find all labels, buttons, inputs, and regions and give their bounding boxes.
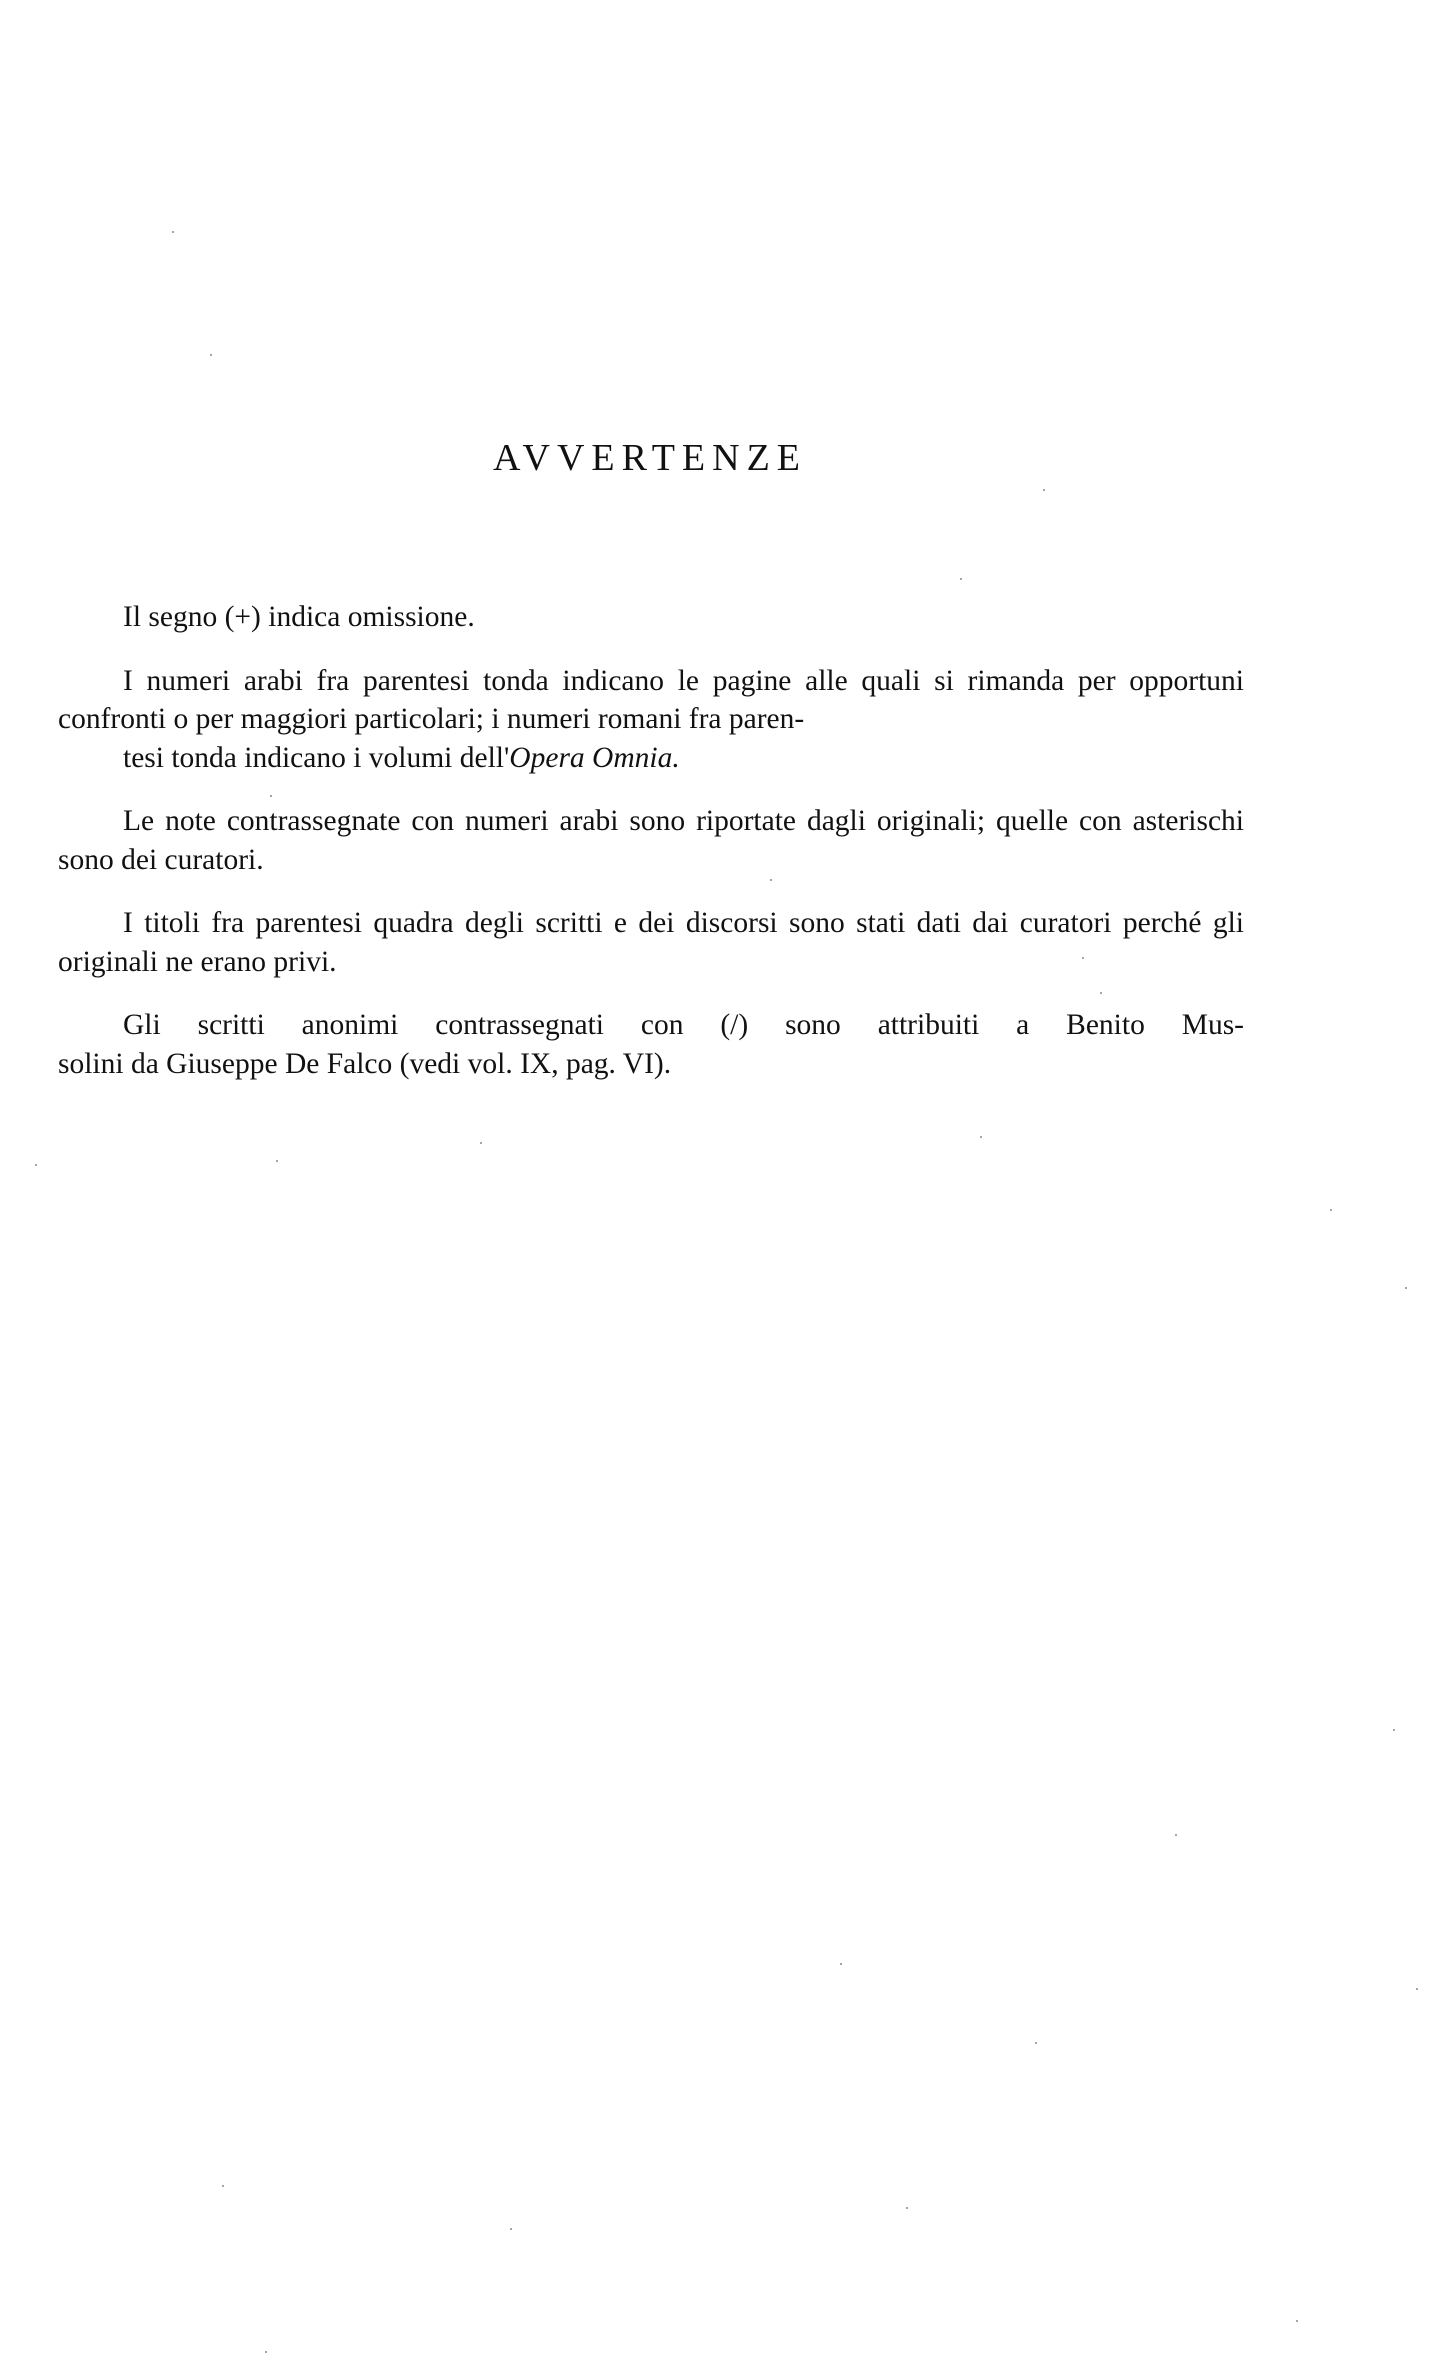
scan-speck <box>1043 489 1045 491</box>
paragraph-notes-text: Le note contrassegnate con numeri arabi sono riportate dagli originali; quelle con asterischi sono dei curatori. <box>58 805 1244 876</box>
scan-speck <box>270 795 272 797</box>
paragraph-arabic-numerals-text: I numeri arabi fra parentesi tonda indicano le pagine alle quali si rimanda per opportuni confronti o per maggiori particolari; i numeri romani fra paren- <box>58 664 1244 735</box>
scan-speck <box>770 879 772 881</box>
paragraph-anonymous <box>58 1006 1244 1083</box>
scan-speck <box>980 1136 982 1138</box>
scan-speck <box>1035 2042 1037 2044</box>
scan-speck <box>1393 1729 1395 1731</box>
scan-speck <box>35 1164 37 1166</box>
scan-speck <box>840 1963 842 1965</box>
paragraph-anonymous-line-2: solini da Giuseppe De Falco (vedi vol. IX, pag. VI). <box>58 1047 672 1080</box>
scan-speck <box>1082 957 1084 959</box>
scan-speck <box>1175 1834 1177 1836</box>
paragraph-omission <box>58 598 1244 637</box>
scan-speck <box>1100 992 1102 994</box>
scan-speck <box>265 2351 267 2353</box>
scan-speck <box>906 2207 908 2209</box>
paragraph-arabic-numerals-text-2: tesi tonda indicano i volumi dell' <box>123 741 510 774</box>
paragraph-notes <box>58 802 1244 879</box>
paragraph-titles-text: I titoli fra parentesi quadra degli scritti e dei discorsi sono stati dati dai curatori perché gli originali ne erano privi. <box>58 907 1244 978</box>
scan-speck <box>1330 1209 1332 1211</box>
paragraph-anonymous-line-1: Gli scritti anonimi contrassegnati con (/) sono attribuiti a Benito Mus- <box>123 1009 1244 1041</box>
paragraph-arabic-numerals <box>58 662 1244 778</box>
opera-omnia-title: Opera Omnia. <box>509 741 680 774</box>
paragraph-arabic-numerals-continuation <box>58 739 1244 778</box>
scan-speck <box>960 578 962 580</box>
scan-speck <box>1296 2320 1298 2322</box>
scan-speck <box>222 2185 224 2187</box>
scan-speck <box>1405 1287 1407 1289</box>
scan-speck <box>172 231 174 233</box>
scan-speck <box>480 1142 482 1144</box>
scan-speck <box>276 1160 278 1162</box>
page-title: AVVERTENZE <box>493 437 807 479</box>
paragraph-omission-text: Il segno (+) indica omissione. <box>123 601 475 633</box>
notes-body <box>58 598 1244 1083</box>
scan-speck <box>210 354 212 356</box>
scan-speck <box>510 2228 512 2230</box>
scan-speck <box>1416 1988 1418 1990</box>
paragraph-titles <box>58 904 1244 981</box>
